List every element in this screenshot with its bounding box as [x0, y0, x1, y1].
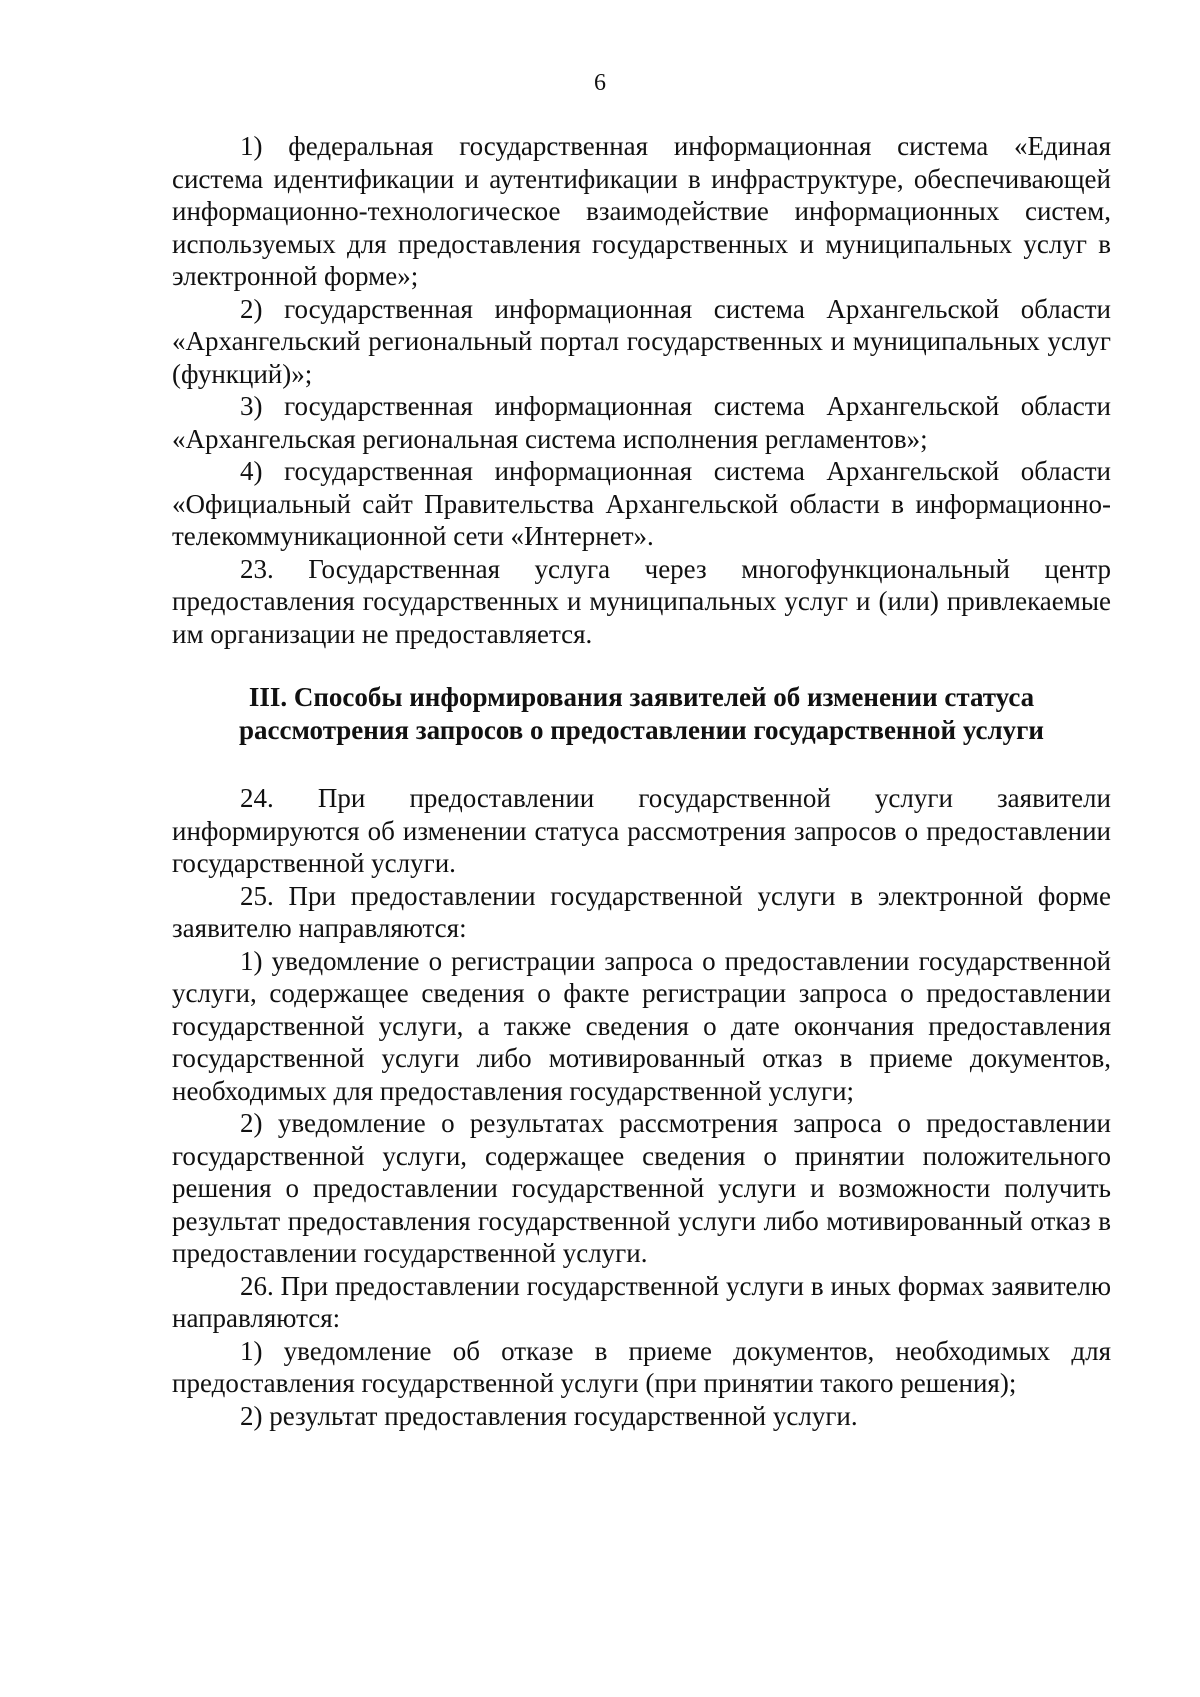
- paragraph-25: 25. При предоставлении государственной услуги в электронной форме заявителю направляются:: [172, 880, 1111, 943]
- paragraph-25-item-2: 2) уведомление о результатах рассмотрения запроса о предоставлении государственной услуги, содержащее сведения о принятии положительного решения о предоставлении государственной услуги и возможности получить результат предоставления государственной услуги либо мотивированный отказ в предоставлении государственной услуги.: [172, 1108, 1111, 1268]
- paragraph-item-2-regional-portal: 2) государственная информационная система Архангельской области «Архангельский региональный портал государственных и муниципальных услуг (функций)»;: [172, 293, 1111, 389]
- paragraph-item-3-regulations-system: 3) государственная информационная система Архангельской области «Архангельская региональная система исполнения регламентов»;: [172, 391, 1111, 454]
- paragraph-item-1-esia: 1) федеральная государственная информационная система «Единая система идентификации и аутентификации в инфраструктуре, обеспечивающей информационно-технологическое взаимодействие информационных систем, используемых для предоставления государственных и муниципальных услуг в электронной форме»;: [172, 131, 1111, 291]
- section-heading-line-1: III. Способы информирования заявителей об изменении статуса: [248, 682, 1035, 712]
- paragraph-23: 23. Государственная услуга через многофункциональный центр предоставления государственных и муниципальных услуг и (или) привлекаемые им организации не предоставляется.: [172, 553, 1111, 649]
- page-number: 6: [594, 70, 606, 96]
- paragraph-25-item-1: 1) уведомление о регистрации запроса о предоставлении государственной услуги, содержащее сведения о факте регистрации запроса о предоставлении государственной услуги, а также сведения о дате окончания предоставления государственной услуги либо мотивированный отказ в приеме документов, необходимых для предоставления государственной услуги;: [172, 945, 1111, 1106]
- section-heading: [172, 681, 1111, 746]
- paragraph-24: 24. При предоставлении государственной услуги заявители информируются об изменении статуса рассмотрения запросов о предоставлении государственной услуги.: [172, 783, 1111, 878]
- paragraph-26: 26. При предоставлении государственной услуги в иных формах заявителю направляются:: [172, 1270, 1111, 1333]
- section-3-body: [172, 782, 1111, 1432]
- paragraph-26-item-2: 2) результат предоставления государственной услуги.: [240, 1400, 858, 1431]
- paragraph-26-item-1: 1) уведомление об отказе в приеме документов, необходимых для предоставления государственной услуги (при принятии такого решения);: [172, 1335, 1111, 1398]
- paragraph-item-4-official-site: 4) государственная информационная система Архангельской области «Официальный сайт Правительства Архангельской области в информационно-телекоммуникационной сети «Интернет».: [172, 456, 1111, 551]
- section-1-body: [172, 130, 1111, 650]
- section-heading-line-2: рассмотрения запросов о предоставлении государственной услуги: [239, 714, 1044, 745]
